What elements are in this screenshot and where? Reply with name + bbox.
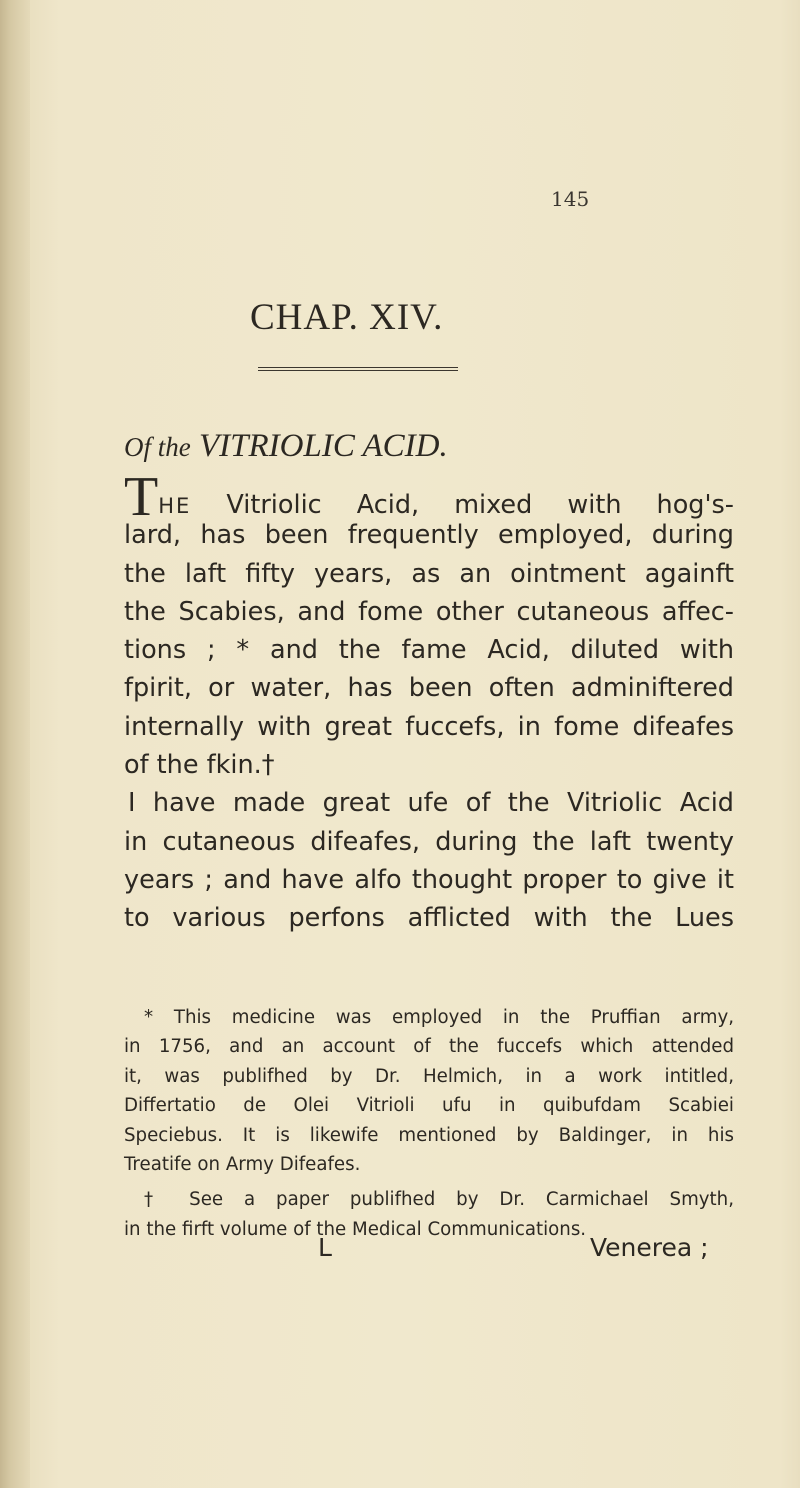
paragraph-1-line: of the fkin.†	[124, 750, 275, 781]
drop-cap: T	[124, 466, 159, 528]
signature-mark: L	[318, 1233, 332, 1262]
footnote-1-line: Treatife on Army Difeafes.	[124, 1153, 361, 1175]
paragraph-1-line: the laft fifty years, as an ointment againft	[124, 558, 734, 589]
section-title	[124, 428, 448, 465]
paragraph-1-line	[124, 466, 734, 528]
paragraph-2-line: to various perfons afflicted with the Lues	[124, 903, 734, 934]
paragraph-1-line: fpirit, or water, has been often adminiftered	[124, 673, 734, 704]
paragraph-1-line: internally with great fuccefs, in fome difeafes	[124, 711, 734, 742]
section-title-prefix: Of the	[124, 432, 191, 462]
footnote-1-line: it, was publifhed by Dr. Helmich, in a work intitled,	[124, 1065, 734, 1087]
body-text	[124, 466, 734, 938]
page-number: 145	[551, 187, 590, 211]
footnote-1-line: Speciebus. It is likewife mentioned by Baldinger, in his	[124, 1124, 734, 1146]
paragraph-1-line: tions ; * and the fame Acid, diluted with	[124, 635, 734, 666]
footnote-2-line: in the firft volume of the Medical Communications.	[124, 1218, 587, 1240]
section-title-main: VITRIOLIC ACID.	[199, 428, 448, 464]
paragraph-2-line: I have made great ufe of the Vitriolic Acid	[128, 788, 734, 819]
footnote-2-line: † See a paper publifhed by Dr. Carmichael Smyth,	[144, 1189, 734, 1211]
chapter-rule	[258, 367, 458, 371]
footnote-1-line: * This medicine was employed in the Pruffian army,	[144, 1007, 734, 1028]
paragraph-2-line: in cutaneous difeafes, during the laft twenty	[124, 826, 734, 857]
catchword: Venerea ;	[590, 1233, 709, 1262]
footnote-1-line: in 1756, and an account of the fuccefs which attended	[124, 1036, 734, 1058]
paragraph-1-line-text: Vitriolic Acid, mixed with hog's-	[191, 490, 734, 520]
paragraph-1-line: lard, has been frequently employed, during	[124, 520, 734, 551]
paragraph-2-line: years ; and have alfo thought proper to give it	[124, 864, 734, 895]
page-binding-shadow	[0, 0, 30, 1488]
small-caps-word: HE	[158, 494, 192, 518]
chapter-heading: CHAP. XIV.	[250, 297, 444, 338]
footnotes	[124, 1003, 734, 1244]
paragraph-1-line: the Scabies, and fome other cutaneous affec-	[124, 596, 734, 627]
footnote-1-line: Differtatio de Olei Vitrioli ufu in quibufdam Scabiei	[124, 1095, 734, 1117]
